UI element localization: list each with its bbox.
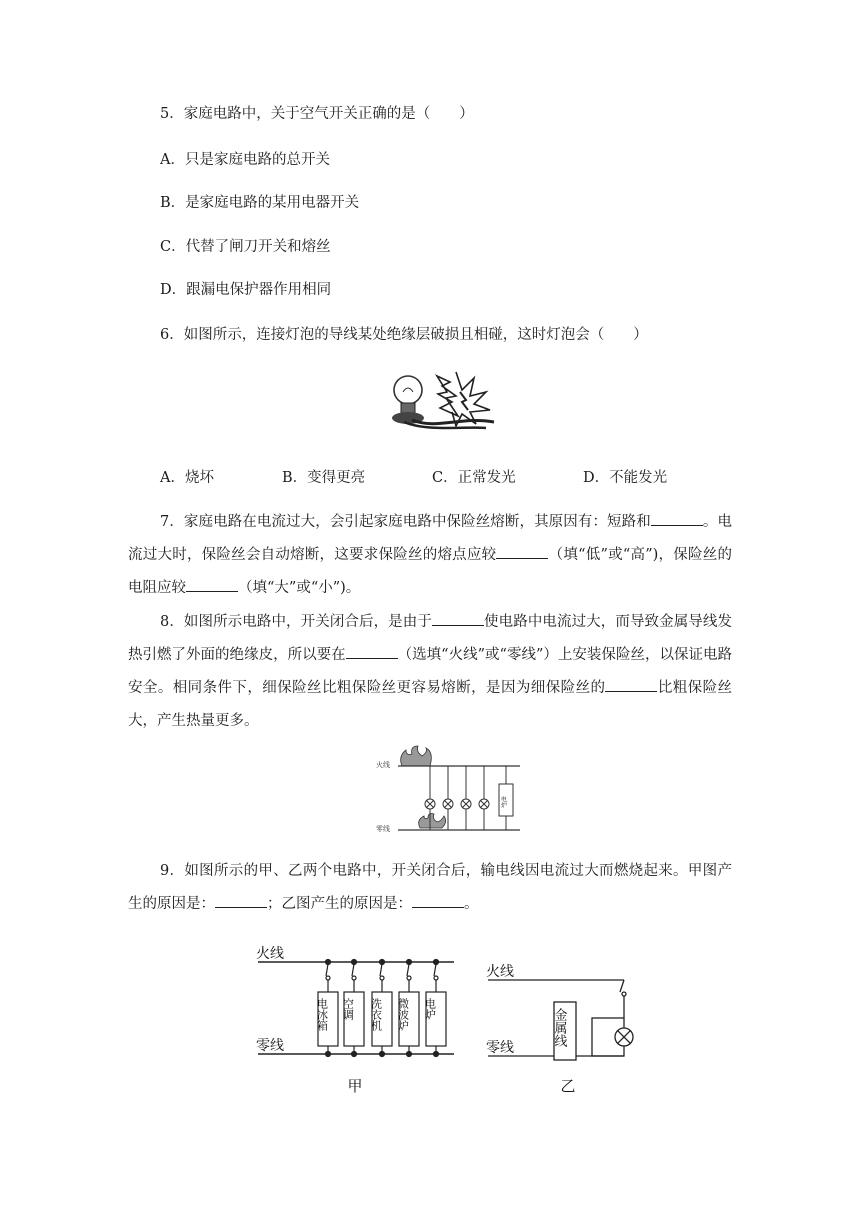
yi-caption: 乙 (560, 1077, 576, 1095)
q7-blank-1[interactable] (651, 511, 703, 526)
jia-appliance-3: 洗衣机 (369, 998, 383, 1031)
bulb-icon (392, 376, 424, 424)
q8-neutral-label: 零线 (376, 825, 390, 833)
q9-part2: ；乙图产生的原因是： (267, 896, 412, 912)
q9-figure-jia (250, 936, 460, 1096)
q8-box-label: 电炉 (499, 796, 507, 808)
jia-caption: 甲 (347, 1077, 363, 1095)
q8-part1: 8．如图所示电路中，开关闭合后，是由于 (160, 614, 432, 630)
q8-blank-1[interactable] (432, 611, 484, 626)
q7-part2: 。电流过大时，保险丝会自动熔断，这要求保险丝的熔点应较 (128, 514, 732, 563)
q9-part1: 9．如图所示的甲、乙两个电路中，开关闭合后，输电线因电流过大而燃烧起来。甲图产生的原因是： (128, 863, 732, 912)
jia-neutral-label: 零线 (256, 1038, 284, 1054)
jia-appliance-1: 电冰箱 (315, 998, 329, 1031)
q5-option-d[interactable]: D．跟漏电保护器作用相同 (160, 282, 332, 298)
yi-live-label: 火线 (486, 964, 514, 980)
flame-icon (401, 746, 446, 828)
q9-part3: 。 (464, 896, 479, 912)
q5-option-a[interactable]: A．只是家庭电路的总开关 (160, 152, 330, 168)
q7-blank-2[interactable] (496, 544, 548, 559)
jia-live-label: 火线 (256, 946, 284, 962)
q5-option-c[interactable]: C．代替了闸刀开关和熔丝 (160, 239, 331, 255)
q5-stem: 5．家庭电路中，关于空气开关正确的是（ ） (160, 106, 474, 122)
q8-text (128, 606, 732, 738)
q8-part4: 比粗保险丝大，产生热量更多。 (128, 680, 733, 729)
q6-option-d[interactable]: D．不能发光 (583, 470, 668, 486)
q9-text (128, 855, 732, 921)
q6-option-c[interactable]: C．正常发光 (432, 470, 516, 486)
q6-stem: 6．如图所示，连接灯泡的导线某处绝缘层破损且相碰，这时灯泡会（ ） (160, 327, 648, 343)
q8-live-label: 火线 (376, 761, 390, 769)
q8-blank-3[interactable] (605, 677, 657, 692)
q7-part3: （填“低”或“高”)，保险丝的电阻应较 (128, 547, 732, 596)
q8-circuit-figure (368, 744, 524, 836)
q8-part3: （选填“火线”或“零线”）上安装保险丝，以保证电路安全。相同条件下，细保险丝比粗保险丝更容易熔断，是因为细保险丝的 (128, 647, 733, 696)
jia-appliance-2: 空调 (341, 998, 355, 1020)
q7-part1: 7．家庭电路在电流过大，会引起家庭电路中保险丝熔断，其原因有：短路和 (160, 514, 651, 530)
q7-text (128, 506, 732, 605)
q9-figure-yi (482, 956, 642, 1096)
q9-blank-2[interactable] (412, 893, 464, 908)
jia-appliance-4: 微波炉 (396, 998, 410, 1031)
q9-blank-1[interactable] (215, 893, 267, 908)
q7-part4: （填“大”或“小”)。 (238, 580, 361, 596)
q8-part2: 使电路中电流过大，而导致金属导线发热引燃了外面的绝缘皮，所以要在 (128, 614, 732, 663)
q7-blank-3[interactable] (186, 577, 238, 592)
yi-wire-label: 金属线 (551, 1008, 567, 1047)
q6-bulb-figure (382, 368, 498, 432)
q6-option-b[interactable]: B．变得更亮 (282, 470, 366, 486)
q6-option-a[interactable]: A．烧坏 (160, 470, 214, 486)
yi-neutral-label: 零线 (486, 1040, 514, 1056)
jia-appliance-5: 电炉 (423, 998, 437, 1020)
q5-option-b[interactable]: B．是家庭电路的某用电器开关 (160, 195, 360, 211)
q8-blank-2[interactable] (346, 644, 398, 659)
spark-icon (437, 372, 490, 426)
